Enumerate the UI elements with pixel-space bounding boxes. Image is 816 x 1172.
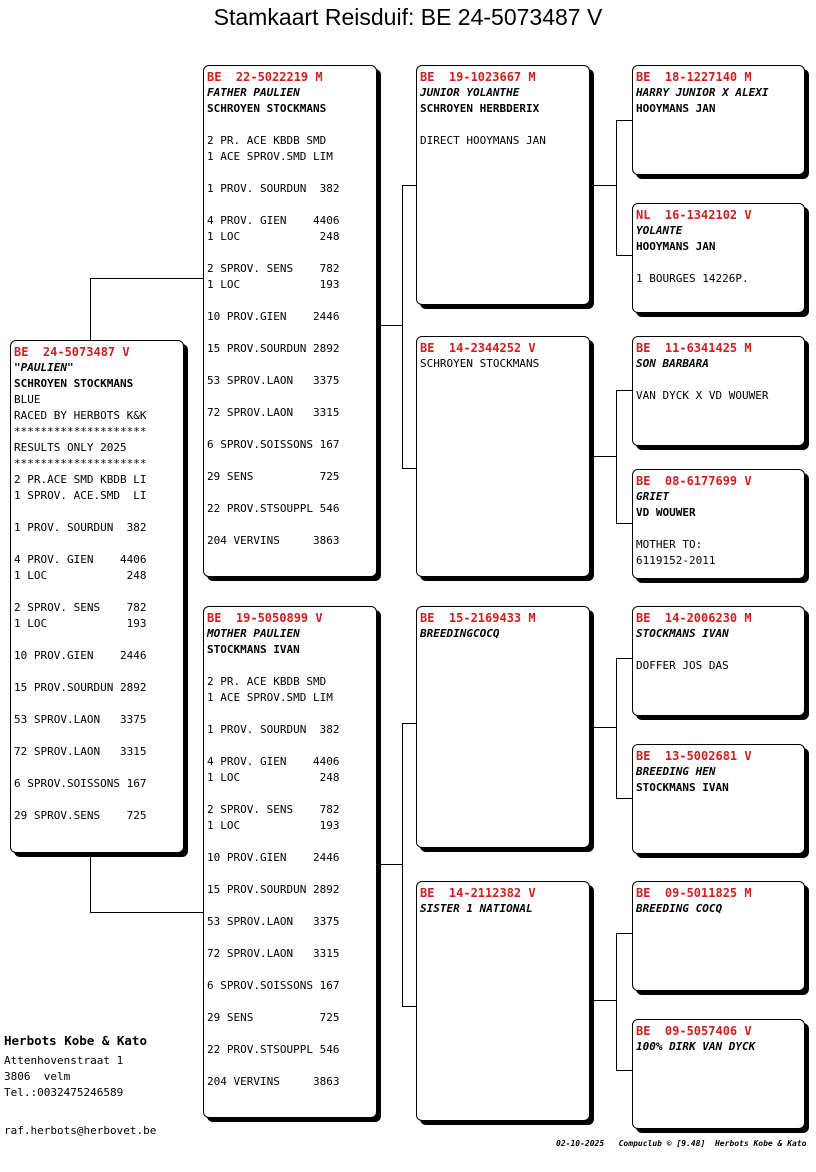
connector bbox=[616, 255, 633, 256]
info-line bbox=[207, 389, 376, 405]
ring-number: BE 24-5073487 V bbox=[14, 345, 130, 359]
info-line: 1 ACE SPROV.SMD LIM bbox=[207, 691, 333, 704]
breeder-name: VD WOUWER bbox=[636, 506, 696, 519]
info-line: 72 SPROV.LAON 3315 bbox=[207, 406, 340, 419]
info-line: 1 SPROV. ACE.SMD LI bbox=[14, 489, 147, 502]
info-line: 6 SPROV.SOISSONS 167 bbox=[207, 438, 340, 451]
owner-name: Herbots Kobe & Kato bbox=[4, 1033, 147, 1048]
owner-address-line: Attenhovenstraat 1 bbox=[4, 1054, 124, 1067]
info-line: 1 LOC 193 bbox=[14, 617, 147, 630]
info-line: 2 SPROV. SENS 782 bbox=[14, 601, 147, 614]
info-line: 53 SPROV.LAON 3375 bbox=[14, 713, 147, 726]
pigeon-name: MOTHER PAULIEN bbox=[207, 627, 300, 640]
ring-number: BE 19-5050899 V bbox=[207, 611, 323, 625]
info-line: DOFFER JOS DAS bbox=[636, 659, 729, 672]
breeder-name: HOOYMANS JAN bbox=[636, 240, 716, 253]
pigeon-name: BREEDING HEN bbox=[636, 765, 716, 778]
info-line: 1 ACE SPROV.SMD LIM bbox=[207, 150, 333, 163]
info-line: BLUE bbox=[14, 393, 41, 406]
connector bbox=[616, 658, 617, 798]
info-line: 1 LOC 248 bbox=[207, 230, 340, 243]
info-line: 4 PROV. GIEN 4406 bbox=[14, 553, 147, 566]
pigeon-card-great-grandparent[interactable] bbox=[632, 744, 805, 854]
info-line: ******************** bbox=[14, 457, 147, 470]
connector bbox=[616, 120, 633, 121]
connector bbox=[90, 278, 204, 279]
info-line bbox=[636, 521, 804, 537]
info-line: 1 LOC 248 bbox=[207, 771, 340, 784]
info-line: 29 SENS 725 bbox=[207, 470, 340, 483]
info-line: VAN DYCK X VD WOUWER bbox=[636, 389, 769, 402]
pigeon-card-great-grandparent[interactable] bbox=[632, 336, 805, 446]
pigeon-card-father[interactable] bbox=[203, 65, 377, 577]
connector bbox=[616, 1070, 633, 1071]
pigeon-name: "PAULIEN" bbox=[14, 361, 74, 374]
info-line: MOTHER TO: bbox=[636, 538, 703, 551]
page-title: Stamkaart Reisduif: BE 24-5073487 V bbox=[213, 4, 603, 30]
breeder-name: SCHROYEN HERBDERIX bbox=[420, 102, 540, 115]
connector bbox=[590, 456, 616, 457]
info-line bbox=[207, 421, 376, 437]
info-line bbox=[636, 255, 804, 271]
info-line bbox=[207, 930, 376, 946]
connector bbox=[590, 185, 616, 186]
ring-number: BE 14-2006230 M bbox=[636, 611, 752, 625]
info-line bbox=[207, 245, 376, 261]
info-line: 29 SENS 725 bbox=[207, 1011, 340, 1024]
info-line bbox=[207, 325, 376, 341]
breeder-name: SCHROYEN STOCKMANS bbox=[207, 102, 327, 115]
info-line: 6 SPROV.SOISSONS 167 bbox=[207, 979, 340, 992]
pigeon-card-great-grandparent[interactable] bbox=[632, 65, 805, 175]
info-line: 4 PROV. GIEN 4406 bbox=[207, 214, 340, 227]
info-line bbox=[207, 517, 376, 533]
pigeon-name: SISTER 1 NATIONAL bbox=[420, 902, 533, 915]
info-line bbox=[207, 738, 376, 754]
pigeon-card-mother[interactable] bbox=[203, 606, 377, 1118]
info-line: 1 PROV. SOURDUN 382 bbox=[207, 723, 340, 736]
info-line: 204 VERVINS 3863 bbox=[207, 1075, 340, 1088]
info-line: 2 PR. ACE KBDB SMD bbox=[207, 134, 327, 147]
breeder-name: HOOYMANS JAN bbox=[636, 102, 716, 115]
info-line bbox=[207, 293, 376, 309]
owner-block bbox=[4, 1033, 147, 1101]
info-line bbox=[207, 994, 376, 1010]
info-line: 22 PROV.STSOUPPL 546 bbox=[207, 502, 340, 515]
ring-number: BE 09-5057406 V bbox=[636, 1024, 752, 1038]
pigeon-name: STOCKMANS IVAN bbox=[636, 627, 729, 640]
pigeon-card-great-grandparent[interactable] bbox=[632, 881, 805, 991]
connector bbox=[616, 120, 617, 255]
info-line: 53 SPROV.LAON 3375 bbox=[207, 374, 340, 387]
info-line bbox=[207, 453, 376, 469]
pigeon-name: 100% DIRK VAN DYCK bbox=[636, 1040, 756, 1053]
ring-number: BE 08-6177699 V bbox=[636, 474, 752, 488]
pigeon-name: SON BARBARA bbox=[636, 357, 709, 370]
info-line: 72 SPROV.LAON 3315 bbox=[207, 947, 340, 960]
pigeon-card-great-grandparent[interactable] bbox=[632, 203, 805, 313]
pigeon-card-great-grandparent[interactable] bbox=[632, 1019, 805, 1129]
pigeon-name: GRIET bbox=[636, 490, 670, 503]
pigeon-name: HARRY JUNIOR X ALEXI bbox=[636, 86, 769, 99]
ring-number: NL 16-1342102 V bbox=[636, 208, 752, 222]
ring-number: BE 14-2112382 V bbox=[420, 886, 536, 900]
connector bbox=[90, 278, 91, 340]
pigeon-name: FATHER PAULIEN bbox=[207, 86, 300, 99]
ring-number: BE 22-5022219 M bbox=[207, 70, 323, 84]
connector bbox=[402, 1006, 417, 1007]
info-line bbox=[207, 357, 376, 373]
connector bbox=[402, 723, 403, 1006]
info-line: 2 SPROV. SENS 782 bbox=[207, 803, 340, 816]
info-line bbox=[14, 584, 183, 600]
info-line: 2 SPROV. SENS 782 bbox=[207, 262, 340, 275]
info-line: 1 PROV. SOURDUN 382 bbox=[14, 521, 147, 534]
info-line: DIRECT HOOYMANS JAN bbox=[420, 134, 546, 147]
info-line bbox=[207, 165, 376, 181]
info-line: 1 PROV. SOURDUN 382 bbox=[207, 182, 340, 195]
connector bbox=[90, 912, 204, 913]
info-line: 10 PROV.GIEN 2446 bbox=[207, 851, 340, 864]
breeder-name: SCHROYEN STOCKMANS bbox=[14, 377, 134, 390]
pigeon-card-subject[interactable] bbox=[10, 340, 184, 853]
info-line: 15 PROV.SOURDUN 2892 bbox=[14, 681, 147, 694]
pigeon-card-great-grandparent[interactable] bbox=[632, 469, 805, 579]
info-line: 1 BOURGES 14226P. bbox=[636, 272, 749, 285]
info-line bbox=[14, 696, 183, 712]
connector bbox=[402, 468, 417, 469]
info-line bbox=[207, 866, 376, 882]
pigeon-card-great-grandparent[interactable] bbox=[632, 606, 805, 716]
info-line: 72 SPROV.LAON 3315 bbox=[14, 745, 147, 758]
connector bbox=[616, 933, 617, 1070]
ring-number: BE 13-5002681 V bbox=[636, 749, 752, 763]
breeder-name: STOCKMANS IVAN bbox=[207, 643, 300, 656]
info-line bbox=[207, 658, 376, 674]
info-line: RACED BY HERBOTS K&K bbox=[14, 409, 147, 422]
pigeon-card-maternal-grandfather[interactable] bbox=[416, 606, 590, 848]
info-line: 10 PROV.GIEN 2446 bbox=[207, 310, 340, 323]
pigeon-card-paternal-grandfather[interactable] bbox=[416, 65, 590, 305]
connector bbox=[616, 658, 633, 659]
info-line bbox=[207, 706, 376, 722]
connector bbox=[616, 798, 633, 799]
breeder-name: STOCKMANS IVAN bbox=[636, 781, 729, 794]
info-line: 1 LOC 248 bbox=[14, 569, 147, 582]
pigeon-name: JUNIOR YOLANTHE bbox=[420, 86, 520, 99]
info-line bbox=[14, 536, 183, 552]
info-line bbox=[14, 728, 183, 744]
info-line: 2 PR. ACE KBDB SMD bbox=[207, 675, 327, 688]
info-line bbox=[420, 117, 589, 133]
ring-number: BE 18-1227140 M bbox=[636, 70, 752, 84]
ring-number: BE 14-2344252 V bbox=[420, 341, 536, 355]
connector bbox=[616, 390, 633, 391]
connector bbox=[90, 854, 91, 912]
info-line bbox=[207, 117, 376, 133]
pigeon-card-maternal-grandmother[interactable] bbox=[416, 881, 590, 1121]
pigeon-name: YOLANTE bbox=[636, 224, 683, 237]
info-line: 53 SPROV.LAON 3375 bbox=[207, 915, 340, 928]
info-line bbox=[14, 504, 183, 520]
connector bbox=[616, 523, 633, 524]
info-line: 4 PROV. GIEN 4406 bbox=[207, 755, 340, 768]
info-line bbox=[207, 1026, 376, 1042]
ring-number: BE 11-6341425 M bbox=[636, 341, 752, 355]
info-line: 1 LOC 193 bbox=[207, 819, 340, 832]
info-line bbox=[14, 792, 183, 808]
info-line: 1 LOC 193 bbox=[207, 278, 340, 291]
info-line: 15 PROV.SOURDUN 2892 bbox=[207, 342, 340, 355]
info-line: SCHROYEN STOCKMANS bbox=[420, 357, 540, 370]
info-line bbox=[14, 632, 183, 648]
info-line bbox=[207, 1058, 376, 1074]
owner-address-line: 3806 velm bbox=[4, 1070, 71, 1083]
connector bbox=[590, 1000, 616, 1001]
info-line: 29 SPROV.SENS 725 bbox=[14, 809, 147, 822]
owner-phone: Tel.:0032475246589 bbox=[4, 1086, 124, 1099]
connector bbox=[377, 864, 402, 865]
connector bbox=[590, 727, 616, 728]
pigeon-name: BREEDING COCQ bbox=[636, 902, 723, 915]
connector bbox=[616, 390, 617, 523]
info-line bbox=[207, 898, 376, 914]
connector bbox=[616, 933, 633, 934]
connector bbox=[402, 723, 417, 724]
info-line: RESULTS ONLY 2025 bbox=[14, 441, 127, 454]
info-line: ******************** bbox=[14, 425, 147, 438]
info-line bbox=[207, 197, 376, 213]
info-line: 15 PROV.SOURDUN 2892 bbox=[207, 883, 340, 896]
info-line bbox=[207, 834, 376, 850]
ring-number: BE 15-2169433 M bbox=[420, 611, 536, 625]
owner-email[interactable]: raf.herbots@herbovet.be bbox=[4, 1124, 157, 1137]
info-line: 6119152-2011 bbox=[636, 554, 716, 567]
connector bbox=[402, 185, 403, 468]
info-line bbox=[14, 664, 183, 680]
info-line bbox=[207, 962, 376, 978]
info-line bbox=[636, 372, 804, 388]
pigeon-name: BREEDINGCOCQ bbox=[420, 627, 500, 640]
info-line bbox=[207, 786, 376, 802]
footer-text: 02-10-2025 Compuclub © [9.48] Herbots Kobe & Kato bbox=[556, 1139, 807, 1148]
info-line bbox=[636, 642, 804, 658]
info-line: 204 VERVINS 3863 bbox=[207, 534, 340, 547]
connector bbox=[402, 185, 417, 186]
info-line: 6 SPROV.SOISSONS 167 bbox=[14, 777, 147, 790]
info-line: 2 PR.ACE SMD KBDB LI bbox=[14, 473, 147, 486]
ring-number: BE 19-1023667 M bbox=[420, 70, 536, 84]
pigeon-card-paternal-grandmother[interactable] bbox=[416, 336, 590, 577]
info-line: 22 PROV.STSOUPPL 546 bbox=[207, 1043, 340, 1056]
info-line bbox=[14, 760, 183, 776]
connector bbox=[377, 325, 402, 326]
ring-number: BE 09-5011825 M bbox=[636, 886, 752, 900]
info-line bbox=[207, 485, 376, 501]
info-line: 10 PROV.GIEN 2446 bbox=[14, 649, 147, 662]
